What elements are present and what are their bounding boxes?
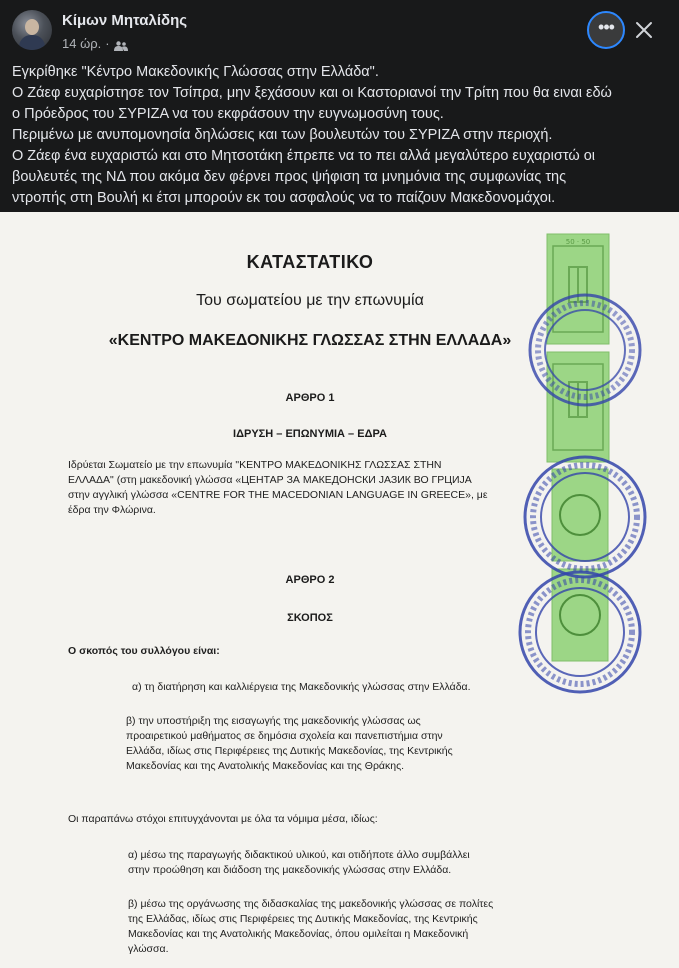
purpose-intro: Ο σκοπός του συλλόγου είναι: bbox=[68, 645, 220, 657]
friends-icon[interactable] bbox=[114, 39, 128, 49]
official-seal-icon bbox=[515, 567, 645, 697]
article-1-text: Ιδρύεται Σωματείο με την επωνυμία "ΚΕΝΤΡΟ ΜΑΚΕΔΟΝΙΚΗΣ ΓΛΩΣΣΑΣ ΣΤΗΝ ΕΛΛΑΔΑ" (στη μακεδονική γλώσσα «ЦЕНТАР ЗА МАКЕДОНСКИ ЈАЗИК ВО ГРЦИЈА στην αγγλική γλώσσα «CENTRE FOR THE MACEDONIAN LANGUAGE IN GREECE», με έδρα την Φλώρινα. bbox=[68, 459, 488, 516]
post-line: ντροπής στη Βουλή κι έτσι μπορούν εκ του ασφαλούς να το παίζουν Μακεδονομάχοι. bbox=[12, 190, 556, 206]
post-header bbox=[0, 0, 679, 58]
post-time[interactable]: 14 ώρ. bbox=[62, 36, 102, 51]
purpose-item-a: α) τη διατήρηση και καλλιέργεια της Μακεδονικής γλώσσας στην Ελλάδα. bbox=[132, 681, 471, 693]
article-2-heading: ΑΡΘΡΟ 2 bbox=[285, 574, 335, 586]
post-line: Ο Ζάεφ ένα ευχαριστώ και στο Μητσοτάκη έπρεπε να το πει αλλά μεγαλύτερο ευχαριστώ οι bbox=[12, 148, 595, 164]
author-name[interactable]: Κίμων Μηταλίδης bbox=[62, 12, 188, 29]
avatar[interactable] bbox=[12, 10, 52, 50]
post-line: Περιμένω με ανυπομονησία δηλώσεις και των βουλευτών του ΣΥΡΙΖΑ στην περιοχή. bbox=[12, 127, 553, 143]
article-2-subheading: ΣΚΟΠΟΣ bbox=[287, 612, 333, 624]
close-button[interactable] bbox=[630, 16, 658, 44]
post-text bbox=[12, 62, 672, 209]
post-line: Ο Ζάεφ ευχαρίστησε τον Τσίπρα, μην ξεχάσουν και οι Καστοριανοί την Τρίτη που θα ειναι εδώ bbox=[12, 85, 612, 101]
more-options-icon: ••• bbox=[598, 17, 614, 37]
document-subtitle: Του σωματείου με την επωνυμία bbox=[196, 292, 424, 309]
document-title: ΚΑΤΑΣΤΑΤΙΚΟ bbox=[246, 252, 374, 272]
close-icon bbox=[635, 21, 653, 39]
post-line: βουλευτές της ΝΔ που ακόμα δεν φέρνει προς ψήφιση τα μνημόνια της συμφωνίας της bbox=[12, 169, 567, 185]
means-item-a: α) μέσω της παραγωγής διδακτικού υλικού, και οτιδήποτε άλλο συμβάλλει στην προώθηση και διάδοση της μακεδονικής γλώσσας στην Ελλάδα. bbox=[128, 849, 470, 876]
svg-text:50 · 50: 50 · 50 bbox=[565, 238, 591, 246]
post-meta: 14 ώρ. · bbox=[62, 36, 128, 51]
more-options-button[interactable] bbox=[587, 11, 625, 49]
means-item-b: β) μέσω της οργάνωσης της διδασκαλίας της μακεδονικής γλώσσας σε πολίτες της Ελλάδας, ιδίως στις Περιφέρειες της Δυτικής Μακεδονίας, της Κεντρικής Μακεδονίας και της Ανατολικής Μακεδονίας, όπου ομιλείται η Μακεδονική γλώσσα. bbox=[128, 898, 494, 955]
post-line: Εγκρίθηκε "Κέντρο Μακεδονικής Γλώσσας στην Ελλάδα". bbox=[12, 64, 379, 80]
article-1-heading: ΑΡΘΡΟ 1 bbox=[285, 392, 335, 404]
purpose-item-b: β) την υποστήριξη της εισαγωγής της μακεδονικής γλώσσας ως προαιρετικού μαθήματος σε δημόσια σχολεία και πανεπιστήμια στην Ελλάδα, ιδίως στις Περιφέρειες της Δυτικής Μακεδονίας, της Κεντρικής Μακεδονίας και της Ανατολικής Μακεδονίας και της Θράκης. bbox=[126, 715, 453, 772]
post-line: ο Πρόεδρος του ΣΥΡΙΖΑ να του εκφράσουν την ευγνωμοσύνη τους. bbox=[12, 106, 444, 122]
association-name: «ΚΕΝΤΡΟ ΜΑΚΕΔΟΝΙΚΗΣ ΓΛΩΣΣΑΣ ΣΤΗΝ ΕΛΛΑΔΑ» bbox=[108, 332, 512, 349]
document-image[interactable] bbox=[0, 212, 679, 968]
means-intro: Οι παραπάνω στόχοι επιτυγχάνονται με όλα τα νόμιμα μέσα, ιδίως: bbox=[68, 813, 378, 825]
article-1-subheading: ΙΔΡΥΣΗ – ΕΠΩΝΥΜΙΑ – ΕΔΡΑ bbox=[233, 428, 387, 440]
